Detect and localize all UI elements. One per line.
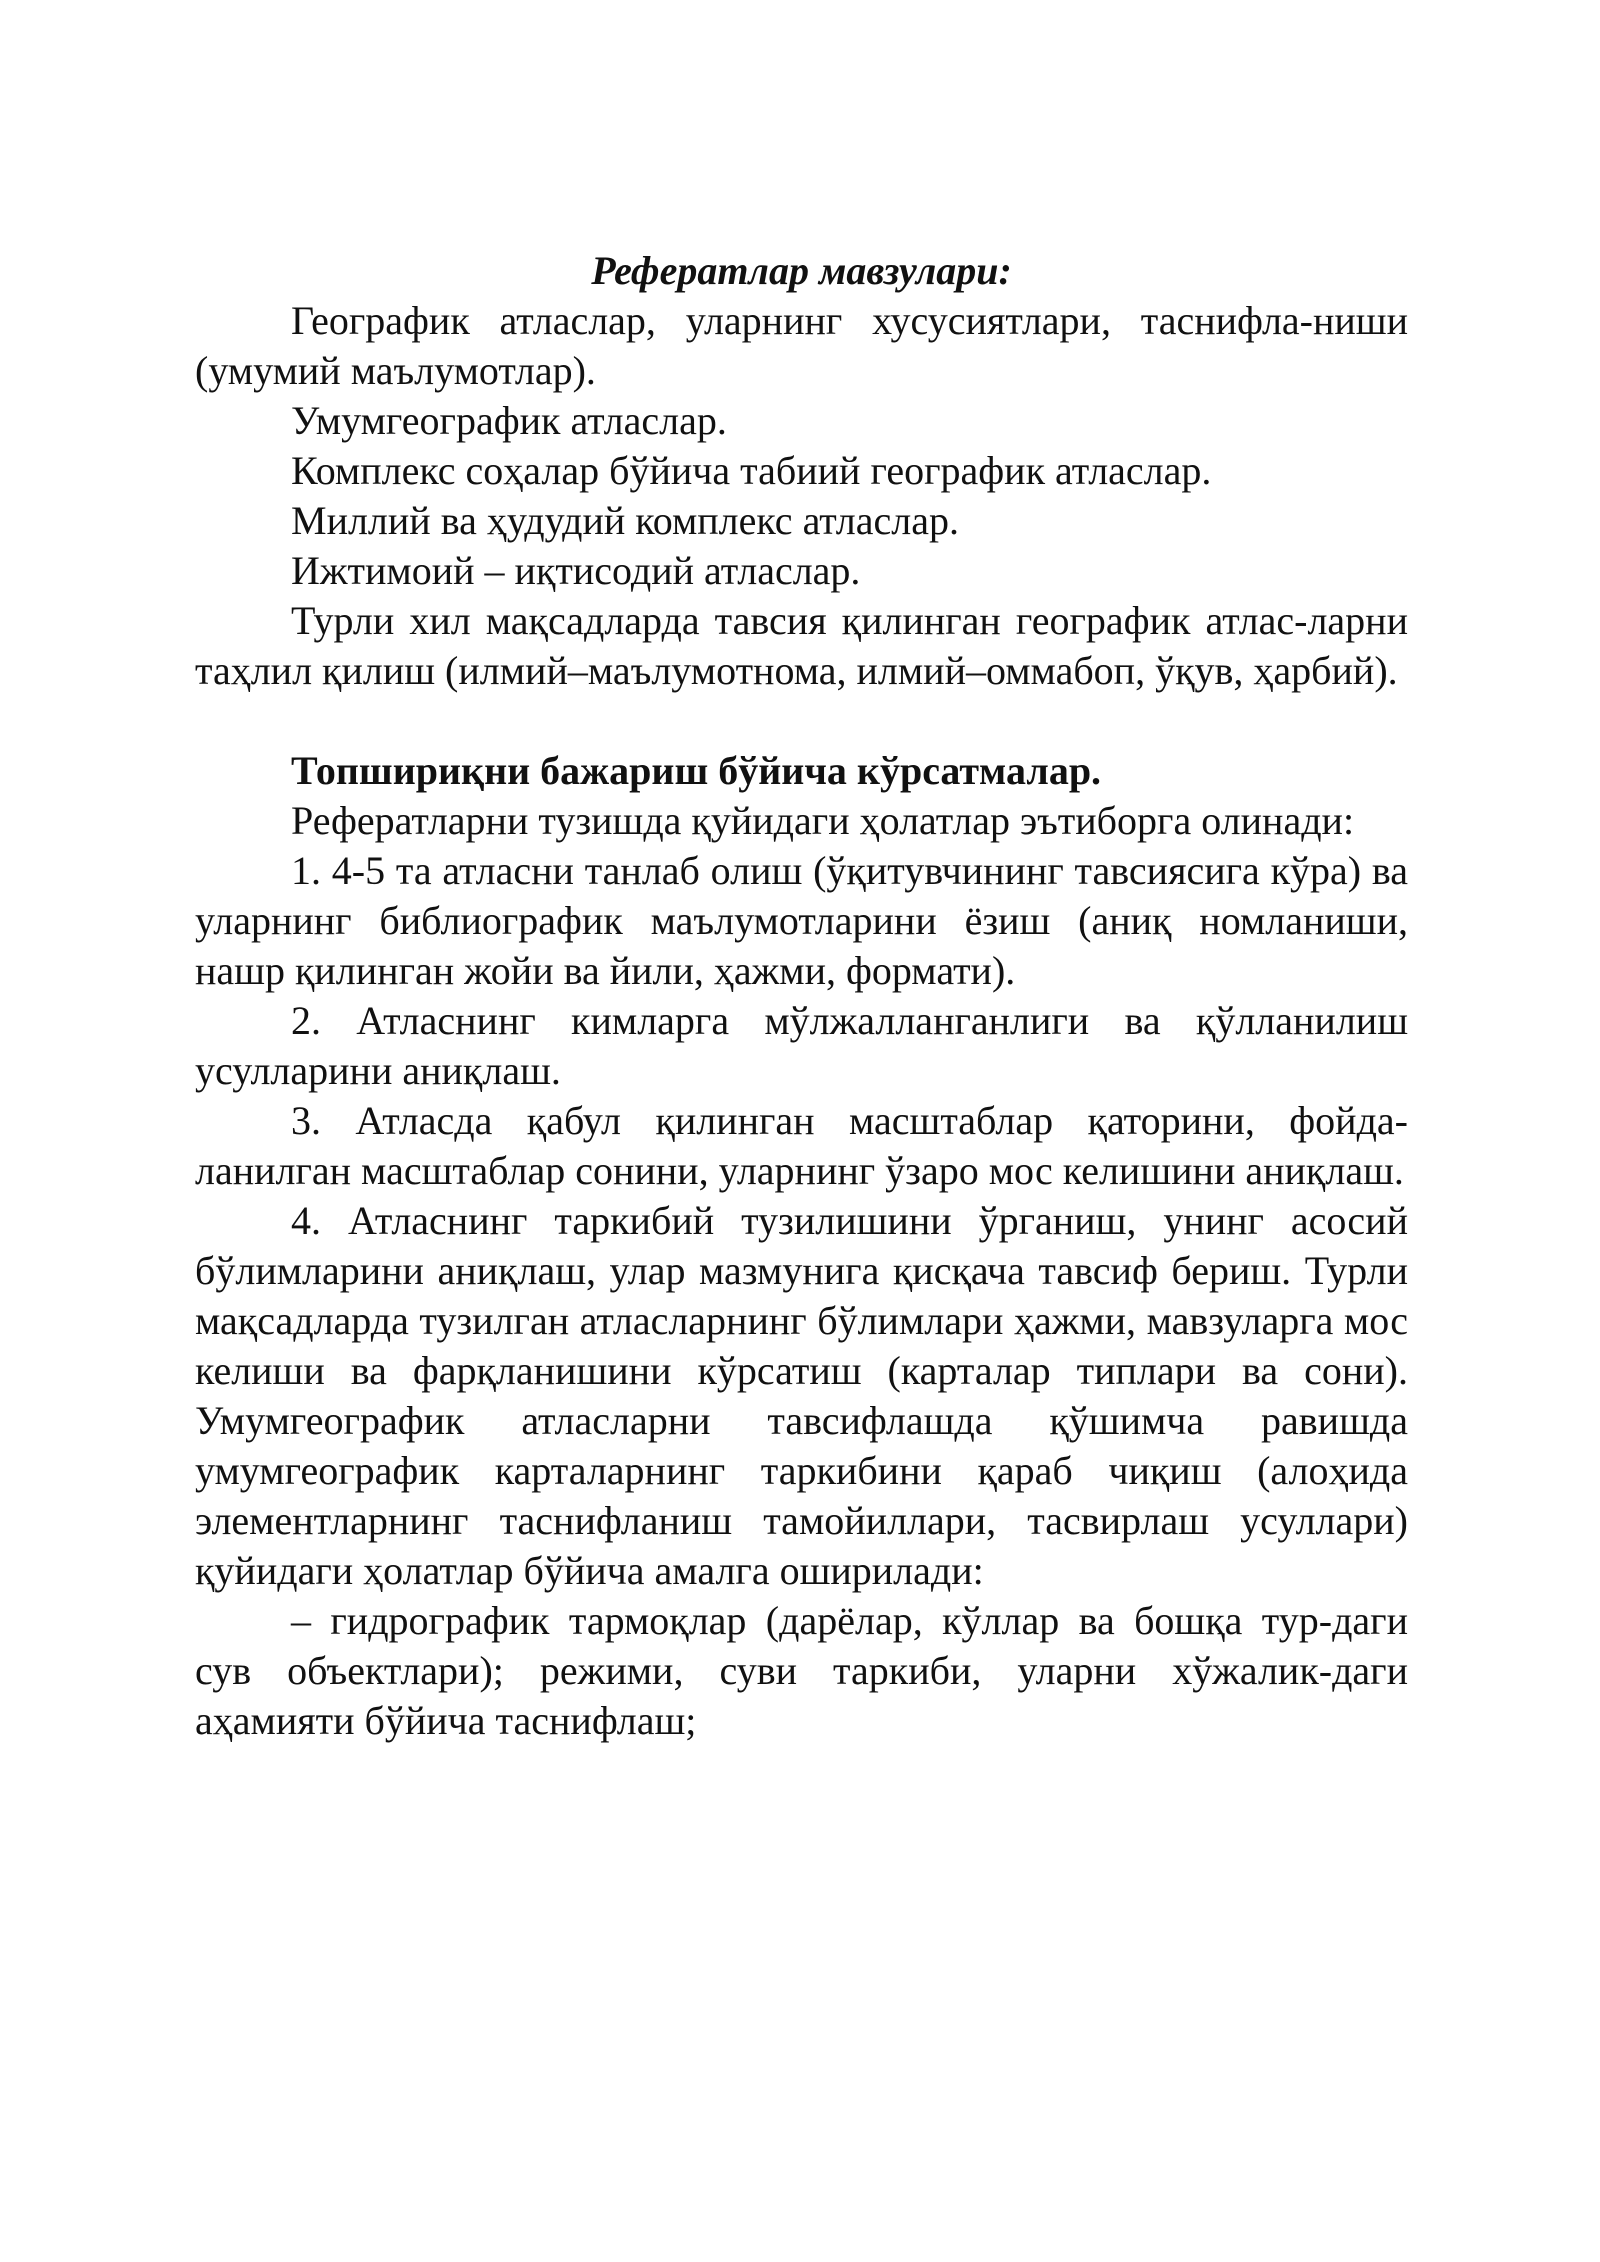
instruction-item: 4. Атласнинг таркибий тузилишини ўрганиш, унинг асосий бўлимларини аниқлаш, улар мазмунига қисқача тавсиф бериш. Турли мақсадларда тузилган атласларнинг бўлимлари ҳажми, мавзуларга мос келиши ва фарқланишини кўрсатиш (карталар типлари ва сони). Умумгеографик атласларни тавсифлашда қўшимча равишда умумгеографик карталарнинг таркибини қараб чиқиш (алоҳида элементларнинг таснифланиш тамойиллари, тасвирлаш усуллари) қуйидаги ҳолатлар бўйича амалга оширилади: xyxy=(195,1198,1408,1593)
topic-item: Умумгеографик атласлар. xyxy=(291,398,727,443)
topic-item: Миллий ва ҳудудий комплекс атласлар. xyxy=(291,498,959,543)
topic-item: Ижтимоий – иқтисодий атласлар. xyxy=(291,548,861,593)
document-body xyxy=(195,246,1408,1746)
topic-item: Географик атласлар, уларнинг хусусиятлари, таснифла-ниши (умумий маълумотлар). xyxy=(195,298,1408,393)
section-title-abstract-topics: Рефератлар мавзулари: xyxy=(591,248,1012,293)
instruction-item: 3. Атласда қабул қилинган масштаблар қаторини, фойда-ланилган масштаблар сонини, уларнинг ўзаро мос келишини аниқлаш. xyxy=(195,1098,1408,1193)
topic-item: Турли хил мақсадларда тавсия қилинган географик атлас-ларни таҳлил қилиш (илмий–маълумотнома, илмий–оммабоп, ўқув, ҳарбий). xyxy=(195,598,1408,693)
instruction-item: – гидрографик тармоқлар (дарёлар, кўллар ва бошқа тур-даги сув объектлари); режими, суви таркиби, уларни хўжалик-даги аҳамияти бўйича таснифлаш; xyxy=(195,1598,1408,1743)
topic-item: Комплекс соҳалар бўйича табиий географик атласлар. xyxy=(291,448,1212,493)
instruction-item: 1. 4-5 та атласни танлаб олиш (ўқитувчининг тавсиясига кўра) ва уларнинг библиографик маълумотларини ёзиш (аниқ номланиши, нашр қилинган жойи ва йили, ҳажми, формати). xyxy=(195,848,1408,993)
section-title-instructions: Топшириқни бажариш бўйича кўрсатмалар. xyxy=(291,748,1102,793)
section-spacer xyxy=(195,696,1408,746)
instruction-item: 2. Атласнинг кимларга мўлжалланганлиги ва қўлланилиш усулларини аниқлаш. xyxy=(195,998,1408,1093)
instructions-intro: Рефератларни тузишда қуйидаги ҳолатлар эътиборга олинади: xyxy=(291,798,1355,843)
